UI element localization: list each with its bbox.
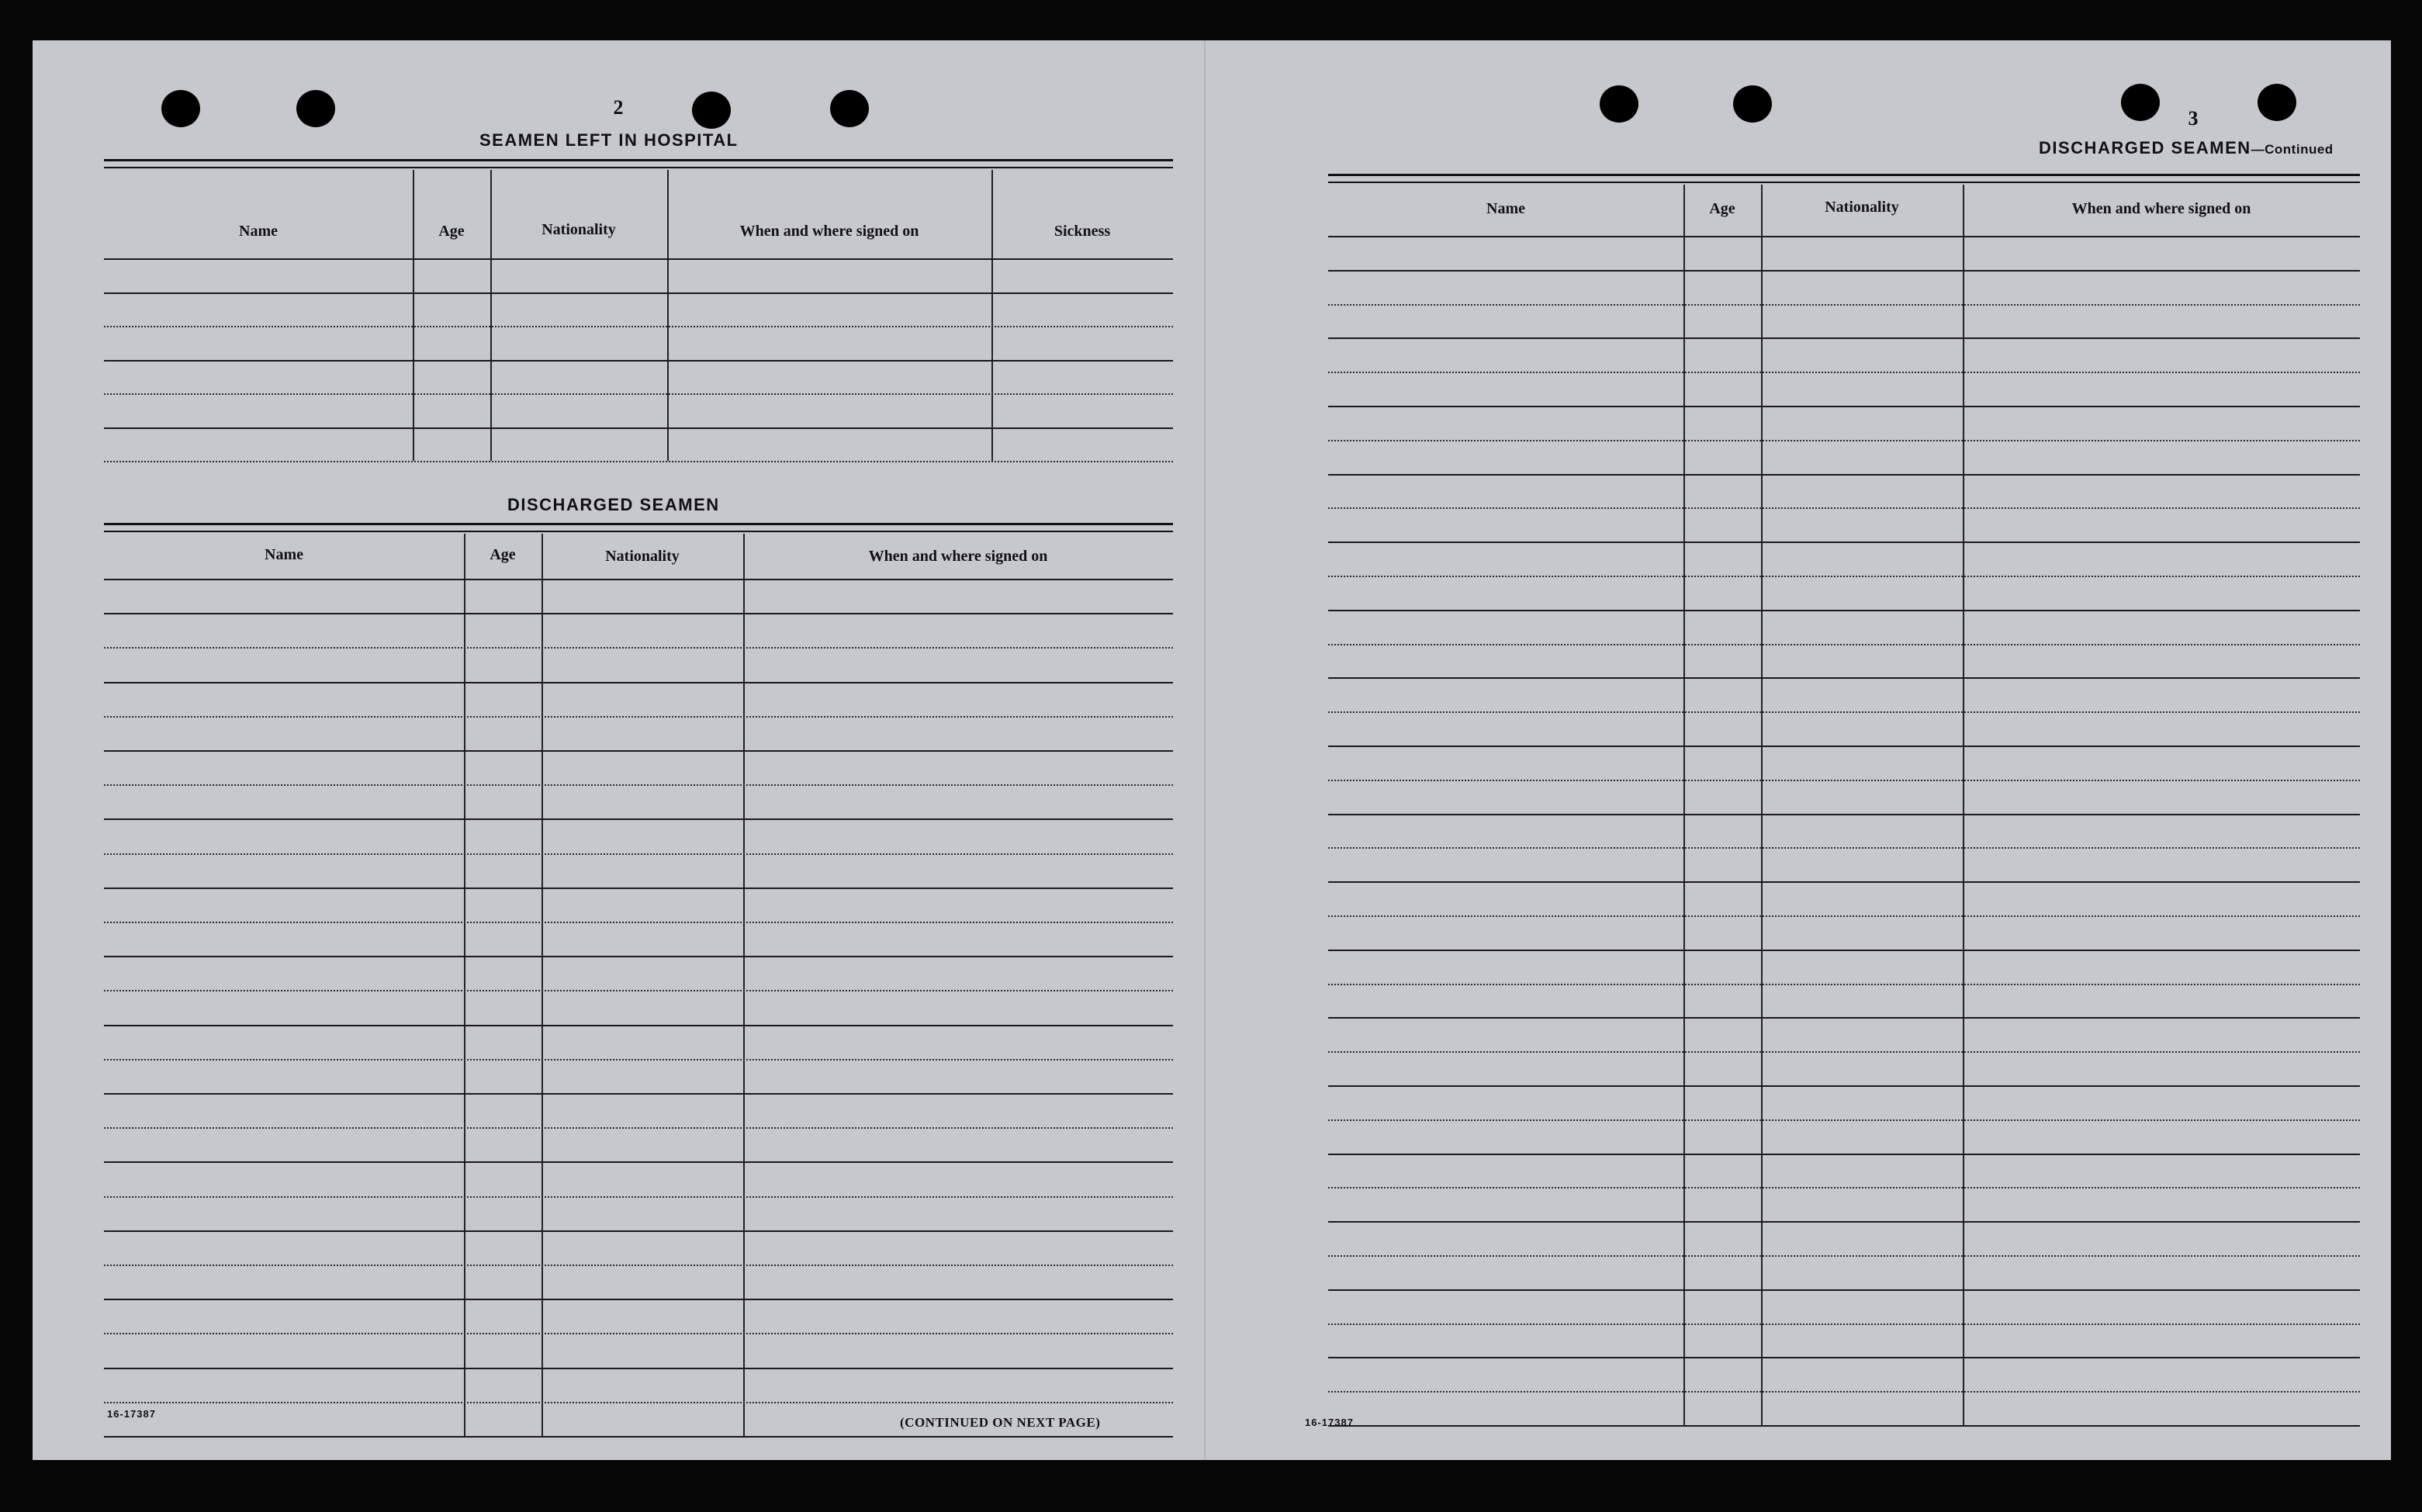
row-line [104, 1265, 1173, 1266]
title-double-rule [104, 159, 1173, 168]
row-line [1328, 711, 2360, 713]
discharged-table [104, 534, 1173, 1443]
row-line [1328, 847, 2360, 849]
binder-hole [2121, 84, 2160, 121]
row-line [104, 326, 1173, 327]
column-divider [991, 170, 993, 461]
page-number: 3 [2188, 107, 2199, 130]
document-sheet [33, 40, 2391, 1460]
header-underline [104, 579, 1173, 580]
row-line [104, 613, 1173, 614]
column-divider [1761, 185, 1763, 1425]
col-header-name: Name [265, 546, 303, 563]
title-double-rule [104, 523, 1173, 532]
row-line [104, 1161, 1173, 1163]
row-line [104, 1093, 1173, 1095]
column-divider [541, 534, 543, 1436]
column-divider [1963, 185, 1964, 1425]
title-continued: —Continued [2251, 142, 2334, 157]
row-line [1328, 1051, 2360, 1053]
row-line [104, 682, 1173, 683]
column-divider [667, 170, 669, 461]
right-page [1204, 40, 2393, 1460]
row-line [1328, 270, 2360, 272]
row-line [104, 1127, 1173, 1129]
row-line [1328, 1017, 2360, 1019]
row-line [1328, 1187, 2360, 1188]
row-line [104, 1299, 1173, 1300]
row-line [1328, 304, 2360, 306]
row-line [1328, 644, 2360, 645]
col-header-nationality: Nationality [1825, 199, 1899, 216]
binder-hole [2258, 84, 2296, 121]
row-line [104, 716, 1173, 718]
row-line [104, 292, 1173, 294]
left-page [33, 40, 1204, 1460]
row-line [1328, 372, 2360, 373]
row-line [104, 360, 1173, 362]
title-main: DISCHARGED SEAMEN [2039, 138, 2251, 157]
column-divider [1683, 185, 1685, 1425]
title-double-rule [1328, 174, 2360, 183]
col-header-signed-on: When and where signed on [739, 223, 919, 240]
row-line [1328, 541, 2360, 543]
row-line [1328, 984, 2360, 985]
hospital-section-title: SEAMEN LEFT IN HOSPITAL [479, 130, 739, 150]
row-line [104, 1196, 1173, 1198]
row-line [1328, 474, 2360, 476]
row-line [104, 750, 1173, 752]
row-line [1328, 507, 2360, 509]
row-line [104, 922, 1173, 923]
row-line [104, 1059, 1173, 1060]
column-divider [743, 534, 745, 1436]
row-line [1328, 814, 2360, 815]
row-line [104, 1230, 1173, 1232]
row-line [1328, 576, 2360, 577]
row-line [1328, 337, 2360, 339]
row-line [104, 1025, 1173, 1026]
col-header-signed-on: When and where signed on [2071, 200, 2251, 217]
row-line [104, 393, 1173, 395]
binder-hole [830, 90, 869, 127]
row-line [1328, 1085, 2360, 1087]
row-line [1328, 406, 2360, 407]
col-header-age: Age [438, 223, 465, 240]
form-number: 16-17387 [107, 1408, 156, 1420]
header-underline [104, 258, 1173, 260]
form-number: 16-17387 [1305, 1417, 1354, 1428]
row-line [104, 1402, 1173, 1403]
row-line [104, 887, 1173, 889]
row-line [1328, 1221, 2360, 1223]
continued-footer: (CONTINUED ON NEXT PAGE) [900, 1415, 1101, 1430]
page-number: 2 [613, 96, 624, 119]
binder-hole [692, 92, 731, 129]
col-header-name: Name [1486, 200, 1525, 217]
col-header-name: Name [239, 223, 278, 240]
binder-hole [1600, 85, 1638, 123]
column-divider [464, 534, 465, 1436]
row-line [1328, 1119, 2360, 1121]
column-divider [413, 170, 414, 461]
row-line [1328, 915, 2360, 917]
row-line [1328, 1154, 2360, 1155]
row-line [104, 1333, 1173, 1334]
row-line [1328, 677, 2360, 679]
discharged-section-title: DISCHARGED SEAMEN [507, 495, 720, 514]
row-line [1328, 440, 2360, 441]
col-header-nationality: Nationality [605, 548, 680, 565]
discharged-continued-table [1328, 185, 2360, 1445]
row-line [104, 956, 1173, 957]
col-header-age: Age [490, 546, 516, 563]
row-line [1328, 746, 2360, 747]
row-line [104, 461, 1173, 462]
col-header-signed-on: When and where signed on [868, 548, 1048, 565]
row-line [104, 990, 1173, 991]
row-line [1328, 1391, 2360, 1393]
row-line [1328, 610, 2360, 611]
row-line [104, 427, 1173, 429]
row-line [104, 818, 1173, 820]
row-line [1328, 1425, 2360, 1427]
column-divider [490, 170, 492, 461]
col-header-age: Age [1709, 200, 1735, 217]
row-line [1328, 950, 2360, 951]
row-line [1328, 1357, 2360, 1358]
row-line [1328, 1323, 2360, 1325]
row-line [104, 1368, 1173, 1369]
discharged-continued-title [2039, 138, 2334, 158]
row-line [1328, 1255, 2360, 1257]
row-line [1328, 780, 2360, 781]
row-line [1328, 1289, 2360, 1291]
binder-hole [296, 90, 335, 127]
row-line [104, 784, 1173, 786]
row-line [104, 1436, 1173, 1438]
col-header-nationality: Nationality [541, 221, 616, 238]
hospital-table [104, 170, 1173, 486]
col-header-sickness: Sickness [1054, 223, 1111, 240]
header-underline [1328, 236, 2360, 237]
binder-hole [1733, 85, 1772, 123]
row-line [1328, 881, 2360, 883]
row-line [104, 853, 1173, 855]
row-line [104, 647, 1173, 649]
binder-hole [161, 90, 200, 127]
